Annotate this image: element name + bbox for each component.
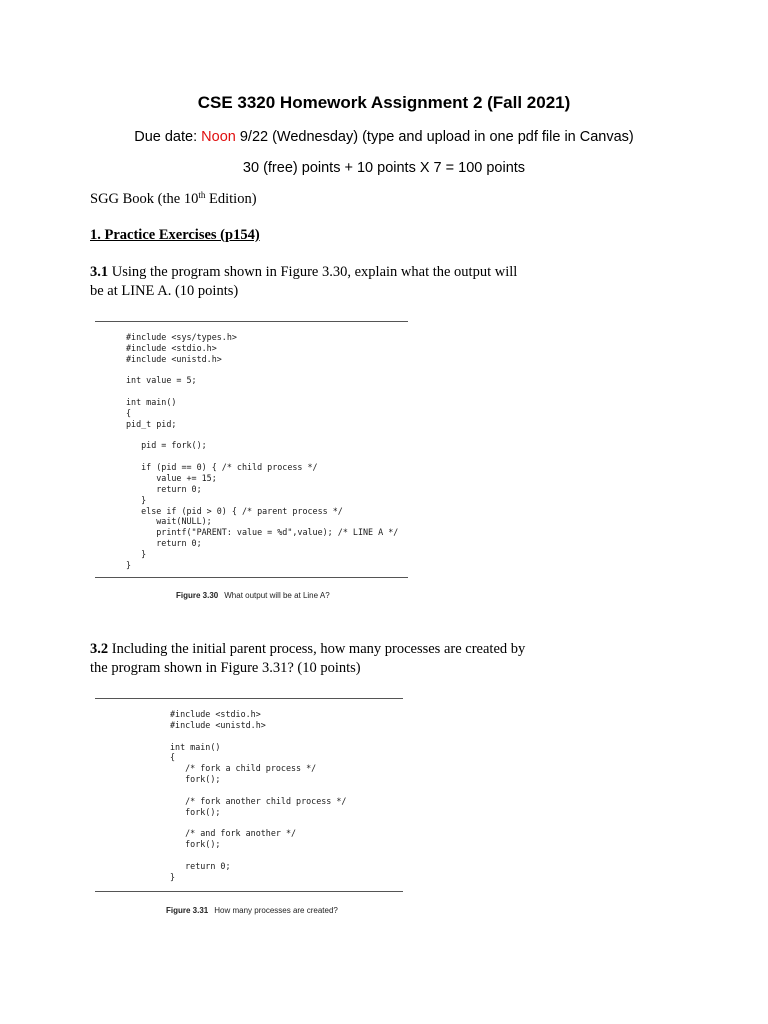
question-3-2-number: 3.2 [90, 641, 109, 657]
figure-3-30-caption [176, 591, 330, 600]
question-3-2-text1: Including the initial parent process, how many processes are created by [108, 641, 526, 657]
figure-3-31-top-rule [95, 698, 403, 699]
question-3-1-text2: be at LINE A. (10 points) [90, 283, 239, 299]
figure-3-31-caption-text: How many processes are created? [214, 906, 338, 915]
figure-3-30-top-rule [95, 321, 408, 322]
question-3-1-line1 [90, 263, 517, 282]
question-3-2-text2: the program shown in Figure 3.31? (10 points) [90, 660, 361, 676]
figure-3-31-caption-label: Figure 3.31 [166, 906, 209, 915]
due-date-prefix: Due date: [134, 129, 202, 145]
question-3-2-line1 [90, 640, 525, 659]
points-line: 30 (free) points + 10 points X 7 = 100 points [242, 160, 526, 176]
due-date-rest: 9/22 (Wednesday) (type and upload in one pdf file in Canvas) [235, 129, 634, 145]
question-3-1-number: 3.1 [90, 264, 109, 280]
figure-3-31-bottom-rule [95, 891, 403, 892]
question-3-1-text1: Using the program shown in Figure 3.30, explain what the output will [108, 264, 518, 280]
document-title: CSE 3320 Homework Assignment 2 (Fall 2021) [197, 93, 571, 112]
question-3-2 [90, 640, 525, 678]
figure-3-30-code: #include <sys/types.h> #include <stdio.h> #include <unistd.h> int value = 5; int main() { pid_t pid; pid = fork(); if (pid == 0) { /* child process */ value += 15; return 0; } else if (pid > 0) { /* parent process */ wait(NULL); printf("PARENT: value = %d",value); /* LINE A */ return 0; } } [126, 332, 399, 570]
due-date-line [0, 129, 768, 145]
book-text-after: Edition) [205, 191, 257, 207]
section-heading: 1. Practice Exercises (p154) [90, 227, 260, 243]
book-text-before: SGG Book (the 10 [90, 191, 199, 207]
question-3-1 [90, 263, 517, 301]
figure-3-31-code: #include <stdio.h> #include <unistd.h> int main() { /* fork a child process */ fork(); /* fork another child process */ fork(); /* and fork another */ fork(); return 0; } [170, 709, 347, 882]
due-date-noon: Noon [201, 129, 236, 145]
book-text-sup: th [198, 190, 206, 200]
figure-3-30-bottom-rule [95, 577, 408, 578]
figure-3-30-caption-text: What output will be at Line A? [224, 591, 330, 600]
figure-3-30-caption-label: Figure 3.30 [176, 591, 219, 600]
book-line [90, 190, 257, 209]
figure-3-31-caption [166, 906, 338, 915]
